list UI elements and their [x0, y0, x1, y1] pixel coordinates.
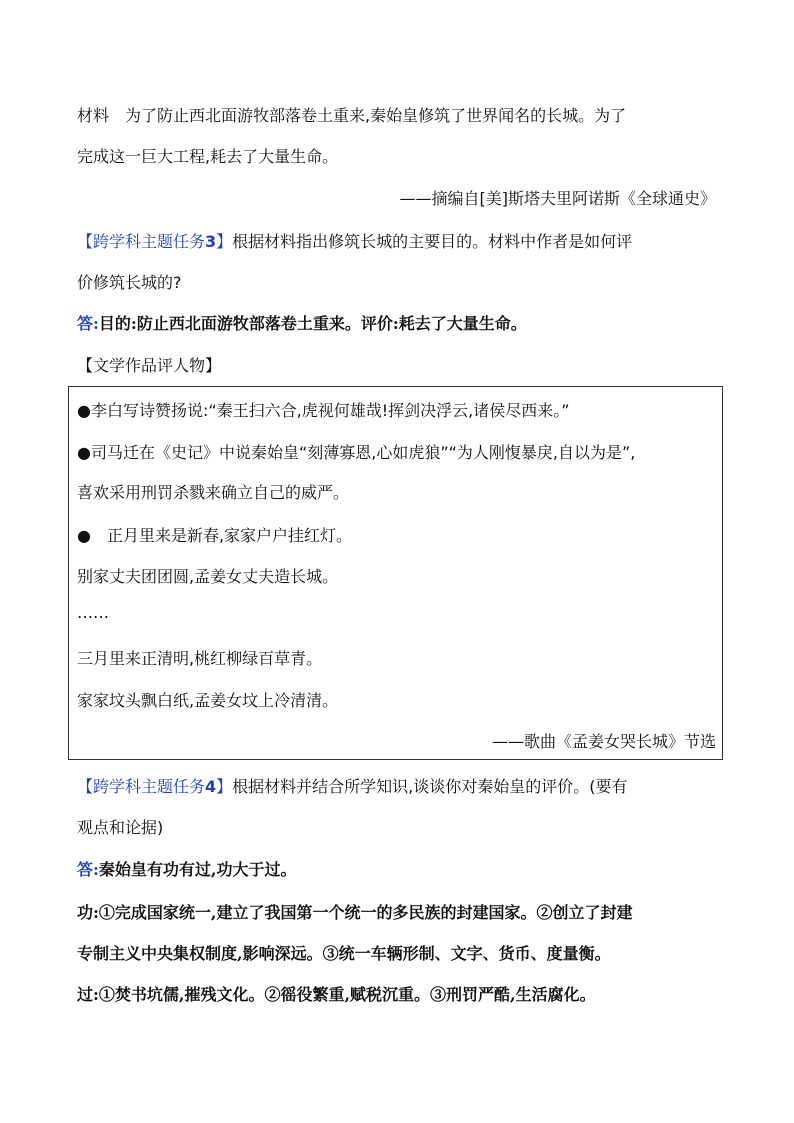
- task3-question-line-2: 价修筑长城的?: [77, 273, 182, 292]
- task4-tag-open: 【跨学科主题任务: [77, 777, 206, 796]
- task4-question-text: 根据材料并结合所学知识,谈谈你对秦始皇的评价。(要有: [232, 777, 628, 796]
- task4-answer: [77, 860, 297, 880]
- task3-answer: [77, 314, 527, 334]
- box-line-4: ● 正月里来是新春,家家户户挂红灯。: [77, 526, 353, 545]
- task3-number: 3: [205, 232, 217, 251]
- material-line-2: 完成这一巨大工程,耗去了大量生命。: [77, 147, 339, 166]
- box-line-3: 喜欢采用刑罚杀戮来确立自己的威严。: [77, 483, 350, 502]
- box-line-1: ●李白写诗赞扬说:“秦王扫六合,虎视何雄哉!挥剑决浮云,诸侯尽西来。”: [77, 401, 570, 420]
- task4-tag-close: 】: [216, 777, 233, 796]
- task3-answer-label: 答:: [77, 314, 99, 333]
- task3-tag-close: 】: [216, 232, 233, 251]
- box-line-5: 别家丈夫团团圆,孟姜女丈夫造长城。: [77, 567, 339, 586]
- task3-answer-text: 目的:防止西北面游牧部落卷土重来。评价:耗去了大量生命。: [98, 314, 527, 333]
- task4-merit-line-2: 专制主义中央集权制度,影响深远。③统一车辆形制、文字、货币、度量衡。: [77, 944, 611, 963]
- quote-box: [68, 386, 723, 760]
- task4-merit-line-1: 功:①完成国家统一,建立了我国第一个统一的多民族的封建国家。②创立了封建: [77, 903, 633, 922]
- task4-number: 4: [205, 777, 217, 796]
- box-line-7: 三月里来正清明,桃红柳绿百草青。: [77, 649, 323, 668]
- task3-question-text: 根据材料指出修筑长城的主要目的。材料中作者是如何评: [232, 232, 633, 251]
- material-line-1: 材料 为了防止西北面游牧部落卷土重来,秦始皇修筑了世界闻名的长城。为了: [77, 106, 627, 125]
- box-line-2: ●司马迁在《史记》中说秦始皇“刻薄寡恩,心如虎狼”“为人刚愎暴戾,自以为是”,: [77, 443, 636, 462]
- task4-answer-text: 秦始皇有功有过,功大于过。: [98, 860, 297, 879]
- task4-question-line-2: 观点和论据): [77, 818, 164, 837]
- section-heading: 【文学作品评人物】: [77, 356, 222, 375]
- task4-answer-label: 答:: [77, 860, 99, 879]
- task3-tag-open: 【跨学科主题任务: [77, 232, 206, 251]
- task4-question-line-1: [77, 777, 628, 797]
- task4-fault-line: 过:①焚书坑儒,摧残文化。②徭役繁重,赋税沉重。③刑罚严酷,生活腐化。: [77, 985, 596, 1004]
- material-source: ——摘编自[美]斯塔夫里阿诺斯《全球通史》: [399, 189, 716, 208]
- box-line-8: 家家坟头飘白纸,孟姜女坟上冷清清。: [77, 691, 339, 710]
- box-source: ——歌曲《孟姜女哭长城》节选: [491, 732, 716, 751]
- box-line-6: ……: [77, 603, 109, 622]
- task3-question-line-1: [77, 232, 632, 252]
